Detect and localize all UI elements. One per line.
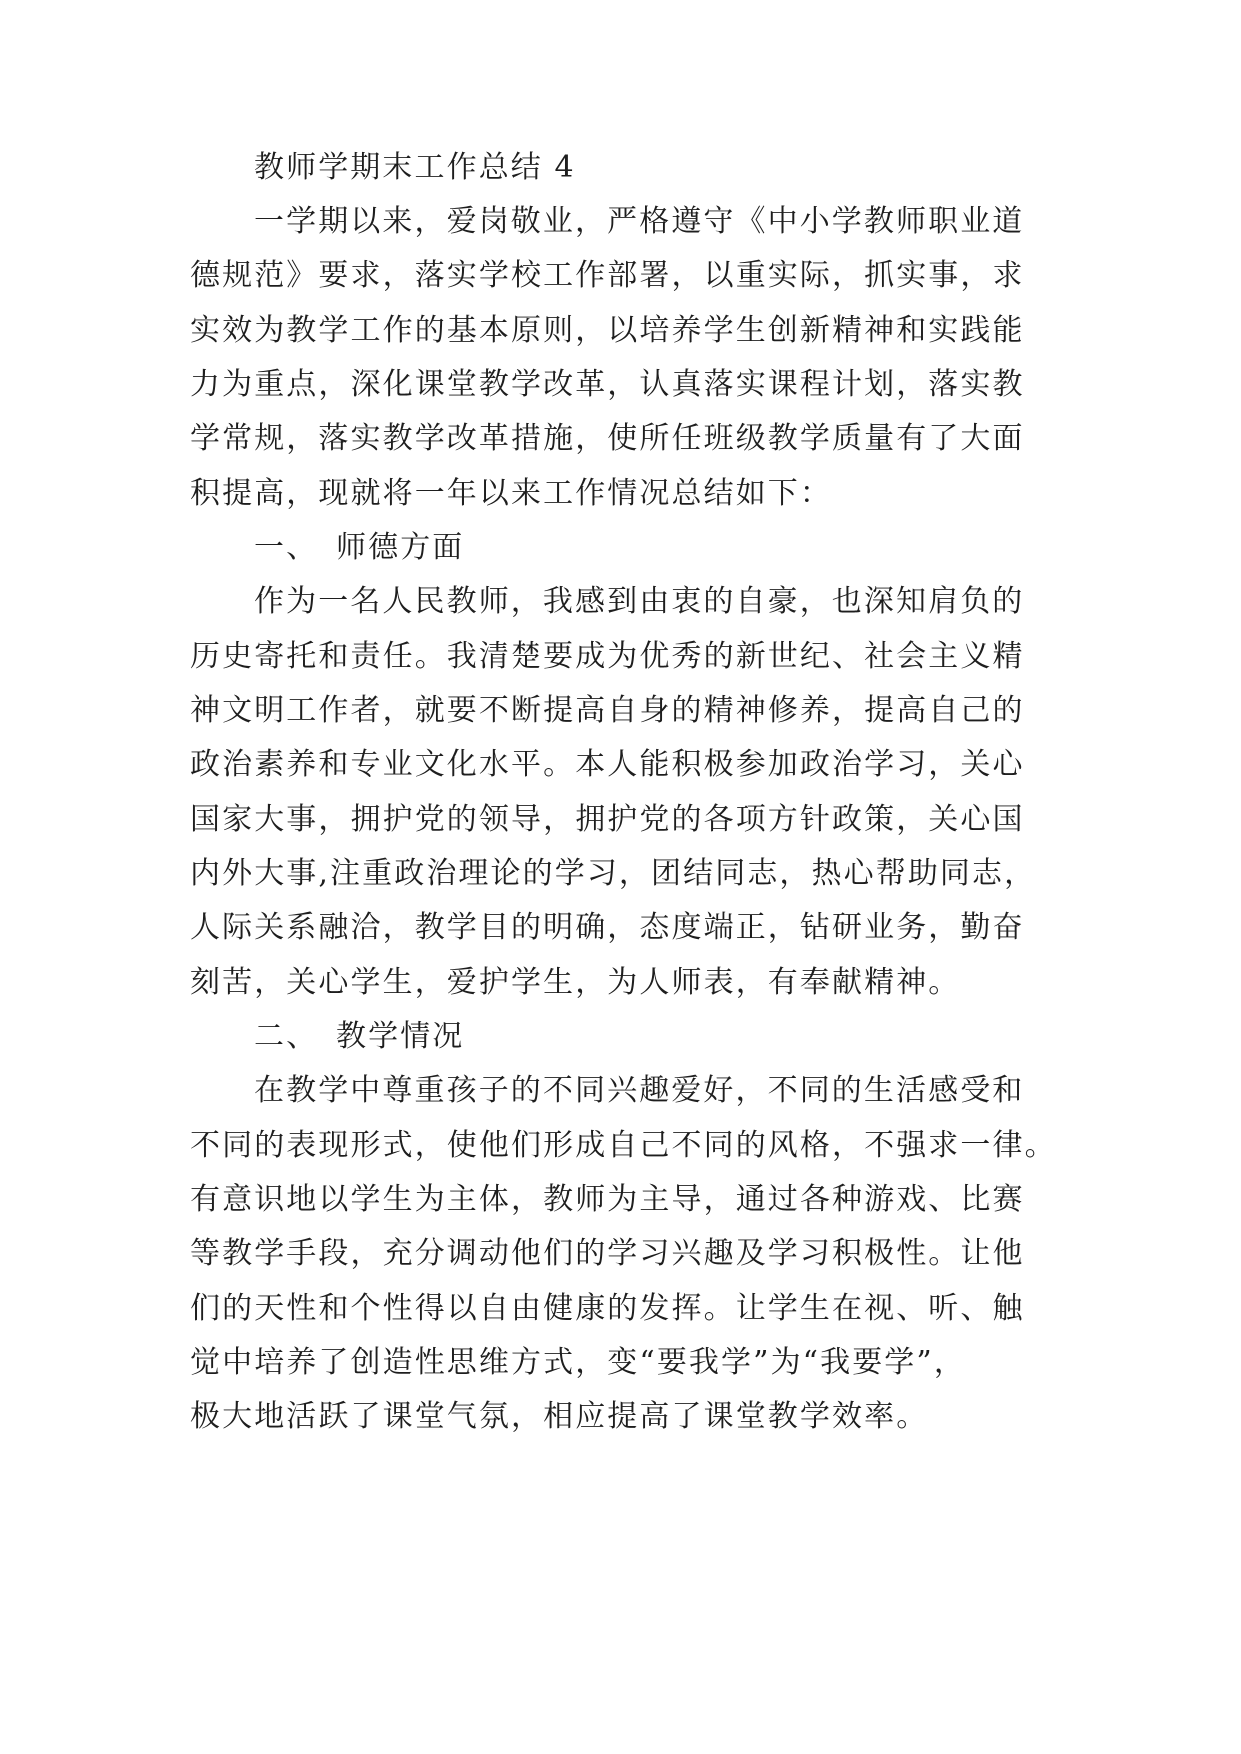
- section-heading-1: [254, 528, 1154, 568]
- document-title: 教师学期末工作总结 4: [254, 150, 576, 185]
- paragraph-line: 人际关系融洽，教学目的明确，态度端正，钻研业务，勤奋: [190, 910, 1025, 945]
- paragraph-line: 等教学手段，充分调动他们的学习兴趣及学习积极性。让他: [190, 1236, 1025, 1271]
- paragraph-line: 觉中培养了创造性思维方式，变“要我学”为“我要学”，: [190, 1345, 966, 1380]
- section-number: 一、: [254, 530, 319, 565]
- paragraph-line: 实效为教学工作的基本原则，以培养学生创新精神和实践能: [190, 313, 1025, 348]
- section-heading-text: 教学情况: [336, 1019, 465, 1054]
- paragraph-line: 历史寄托和责任。我清楚要成为优秀的新世纪、社会主义精: [190, 639, 1025, 674]
- paragraph-line: 不同的表现形式，使他们形成自己不同的风格，不强求一律。: [190, 1128, 1057, 1163]
- section-heading-2: [254, 1017, 1154, 1057]
- section-number: 二、: [254, 1019, 319, 1054]
- paragraph-line: 们的天性和个性得以自由健康的发挥。让学生在视、听、触: [190, 1291, 1025, 1326]
- paragraph-line: 国家大事，拥护党的领导，拥护党的各项方针政策，关心国: [190, 802, 1025, 837]
- paragraph-line: 有意识地以学生为主体，教师为主导，通过各种游戏、比赛: [190, 1182, 1025, 1217]
- paragraph-line: 在教学中尊重孩子的不同兴趣爱好，不同的生活感受和: [254, 1073, 1025, 1108]
- paragraph-line: 神文明工作者，就要不断提高自身的精神修养，提高自己的: [190, 693, 1025, 728]
- paragraph-line: 政治素养和专业文化水平。本人能积极参加政治学习，关心: [190, 747, 1025, 782]
- paragraph-line: 作为一名人民教师，我感到由衷的自豪，也深知肩负的: [254, 584, 1025, 619]
- paragraph-line: 力为重点，深化课堂教学改革，认真落实课程计划，落实教: [190, 367, 1025, 402]
- paragraph-line: 积提高，现就将一年以来工作情况总结如下：: [190, 476, 832, 511]
- paragraph-line: 内外大事,注重政治理论的学习，团结同志，热心帮助同志，: [190, 856, 1037, 891]
- paragraph-line: 学常规，落实教学改革措施，使所任班级教学质量有了大面: [190, 421, 1025, 456]
- paragraph-line: 刻苦，关心学生，爱护学生，为人师表，有奉献精神。: [190, 965, 961, 1000]
- paragraph-line: 德规范》要求，落实学校工作部署，以重实际，抓实事，求: [190, 258, 1025, 293]
- paragraph-line: 一学期以来，爱岗敬业，严格遵守《中小学教师职业道: [254, 204, 1025, 239]
- section-heading-text: 师德方面: [336, 530, 465, 565]
- paragraph-line: 极大地活跃了课堂气氛，相应提高了课堂教学效率。: [190, 1399, 929, 1434]
